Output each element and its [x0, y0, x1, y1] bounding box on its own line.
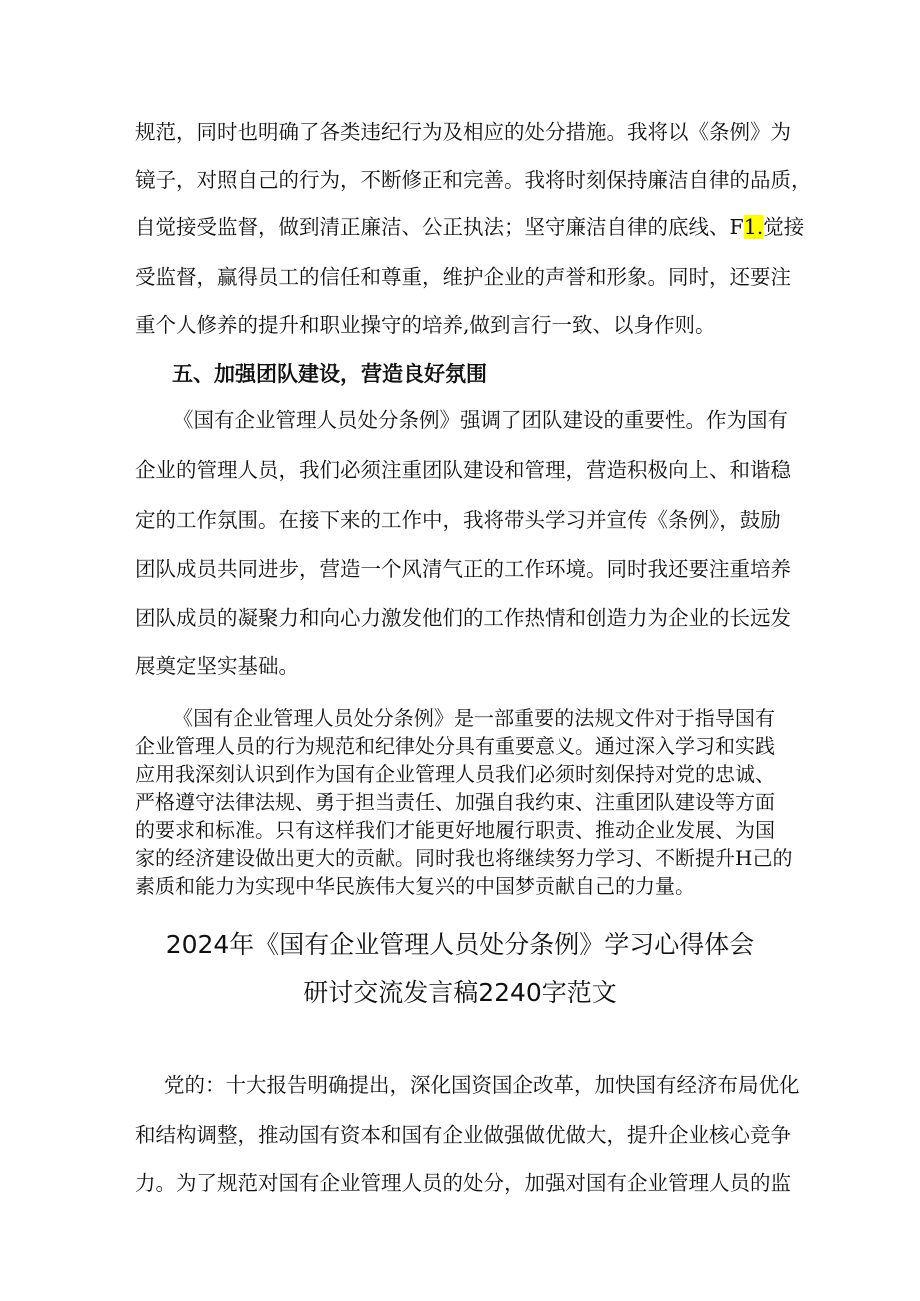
paragraph-line: 规范，同时也明确了各类违纪行为及相应的处分措施。我将以《条例》为	[135, 120, 791, 144]
section-heading: 五、加强团队建设，营造良好氛围	[172, 362, 487, 386]
paragraph-line: 党的：十大报告明确提出，深化国资国企改革，加快国有经济布局优化	[164, 1073, 800, 1097]
paragraph-line: 应用我深刻认识到作为国有企业管理人员我们必须时刻保持对党的忠诚、	[135, 762, 775, 786]
paragraph-line	[135, 213, 805, 241]
paragraph-line: 企业的管理人员，我们必须注重团队建设和管理，营造积极向上、和谐稳	[135, 458, 791, 482]
paragraph-line: 重个人修养的提升和职业操守的培养,做到言行一致、以身作则。	[135, 313, 716, 337]
article-title-line-2: 研讨交流发言稿2240字范文	[303, 978, 617, 1007]
paragraph-line: 力。为了规范对国有企业管理人员的处分，加强对国有企业管理人员的监	[135, 1171, 791, 1195]
paragraph-line: 《国有企业管理人员处分条例》强调了团队建设的重要性。作为国有	[173, 408, 788, 432]
paragraph-line: 展奠定坚实基础。	[135, 654, 299, 678]
paragraph-line: 镜子，对照自己的行为，不断修正和完善。我将时刻保持廉洁自律的品质，	[135, 168, 812, 192]
paragraph-line: 的要求和标准。只有这样我们才能更好地履行职责、推动企业发展、为国	[135, 818, 775, 842]
paragraph-line: 团队成员共同进步，营造一个风清气正的工作环境。同时我还要注重培养	[135, 557, 791, 581]
paragraph-line: 团队成员的凝聚力和向心力激发他们的工作热情和创造力为企业的长远发	[135, 606, 791, 630]
paragraph-line: 《国有企业管理人员处分条例》是一部重要的法规文件对于指导国有	[173, 706, 775, 730]
article-title-line-1: 2024年《国有企业管理人员处分条例》学习心得体会	[165, 930, 755, 959]
paragraph-line: 定的工作氛围。在接下来的工作中，我将带头学习并宣传《条例》，鼓励	[135, 508, 781, 532]
highlighted-text: 1.	[743, 215, 764, 239]
paragraph-line: 企业管理人员的行为规范和纪律处分具有重要意义。通过深入学习和实践	[135, 734, 775, 758]
paragraph-line: 家的经济建设做出更大的贡献。同时我也将继续努力学习、不断提升H己的	[135, 846, 793, 870]
paragraph-line: 严格遵守法律法规、勇于担当责任、加强自我约束、注重团队建设等方面	[135, 790, 775, 814]
paragraph-text: 自觉接受监督，做到清正廉洁、公正执法；坚守廉洁自律的底线、F	[135, 215, 744, 239]
paragraph-line: 受监督，赢得员工的信任和尊重，维护企业的声誉和形象。同时，还要注	[135, 265, 791, 289]
paragraph-line: 和结构调整，推动国有资本和国有企业做强做优做大，提升企业核心竞争	[135, 1123, 791, 1147]
paragraph-line: 素质和能力为实现中华民族伟大复兴的中国梦贡献自己的力量。	[135, 874, 695, 898]
paragraph-text: 觉接	[763, 215, 805, 239]
